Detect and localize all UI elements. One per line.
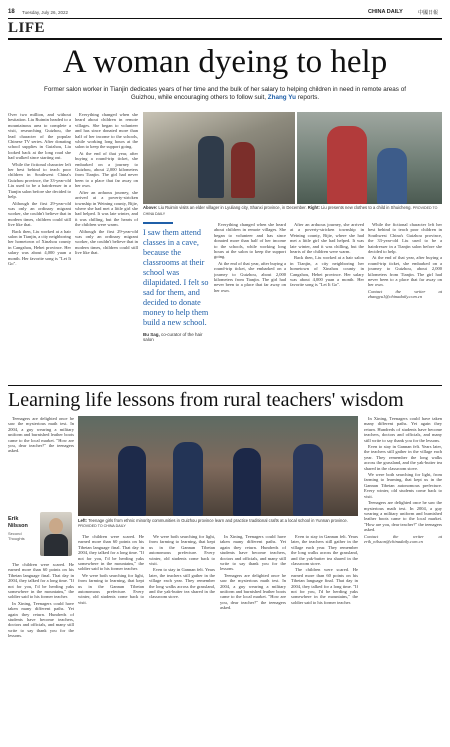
- photo-child-clothes: [297, 112, 442, 204]
- story2-caption-credit: PROVIDED TO CHINA DAILY: [78, 524, 126, 529]
- paper-name-cn: 中國日報: [418, 10, 439, 16]
- section-rule: [8, 38, 442, 40]
- avatar-body: [44, 534, 68, 556]
- story1-para-13: While the fictional character left her best behind to teach poor children in Southwest China's Guizhou province, the 33-year-old Liu used to be a hairdresser in a Tianjin salon before she decided to help.: [368, 222, 442, 255]
- section-label: LIFE: [8, 20, 46, 36]
- photo-student-4: [293, 444, 323, 516]
- story2-caption-lead: Left:: [78, 518, 89, 523]
- story1-contact: Contact the writer at zhangyu1@chinadaily.com.cn: [368, 288, 442, 300]
- photo-figure-right: [231, 142, 255, 198]
- author-avatar: [40, 512, 72, 556]
- story1-para-10: At the end of that year, after buying a round-trip ticket, she embarked on a journey to Guizhou, about 2,000 kilometers from Tianjin. The girl had never been to a place that far away on her own.: [214, 260, 286, 293]
- pull-quote-attribution: [143, 332, 209, 343]
- story1-column-3: [214, 222, 286, 382]
- story1-para-4: Back then, Liu worked at a hair salon in Tianjin, a city neighboring her hometown of Xinzhou county in Cangzhou, Hebei province. Her salary was about 4,000 yuan a month. Her favorite song is "Let It Go".: [8, 228, 71, 266]
- story2-column-6: [364, 416, 442, 738]
- story1-para-14: At the end of that year, after buying a round-trip ticket, she embarked on a journey to Guizhou, about 2,000 kilometers from Tianjin. The girl had never been to a place that far away on her own.: [368, 255, 442, 288]
- story2-caption: Teenage girls from ethnic minority communities in Guizhou province learn and practice traditional crafts at a local school in Yunnan province.: [88, 518, 348, 523]
- story2-para-10: Even to stay in Gannan felt. Years later, the teachers still gather in the village each year. They remember the long walks across the grassland, and the yak-butter tea shared in the classroom stove.: [291, 534, 358, 567]
- story2-column-3: [149, 534, 215, 739]
- story1-para-7: After an arduous journey, she arrived at a poverty-stricken township in Weining county, Bijie, where she had met a little girl she had helped. It was late winter, and it was chilling, but the hearts of the children were warm.: [75, 189, 138, 228]
- dropcap-paragraph: [8, 112, 71, 161]
- story2-para-9: Teenagers are delighted once he saw the mysterious math test. In 2004, a guy wearing a military uniform and burnished leather boots came to the local market. "How are you, dear teacher?" the teenagers asked.: [220, 572, 286, 611]
- caption-left: Liu Ruimin visits an elder villager in Lyuliang city, Shanxi province, in December.: [158, 205, 307, 210]
- caption-left-lead: Above:: [143, 205, 159, 210]
- author-role: Second Thoughts: [8, 531, 25, 541]
- story1-para-5: Everything changed when she heard about children in remote villages. She began to volunteer and has since donated more than half of her income to the schools, while working long hours at the salon to keep the support going.: [75, 112, 138, 150]
- story2-column-5: [291, 534, 358, 739]
- header-rule: [8, 18, 442, 19]
- photo-child: [377, 148, 407, 204]
- story2-para-5: We were both searching for light, from farming to learning, that kept us in the Gannan Tibetan autonomous prefecture. Every winter, old students come back to visit.: [78, 572, 144, 605]
- story1-para-1: Over two million, and without hesitation. Liu Ruimin headed to a mountainous area to complete a visit, researching Guizhou, the lead character of the popular Chinese TV series. After donating school supplies in Guizhou, Liu looked back at the long road she had walked since starting out.: [8, 112, 71, 161]
- page-number: 18: [8, 9, 15, 15]
- story1-deck: [40, 86, 410, 102]
- photo-crafts-class: [78, 416, 358, 516]
- pull-quote-rule: [143, 222, 173, 224]
- photo-figure-left: [198, 136, 224, 198]
- paper-name: CHINA DAILY: [368, 9, 403, 15]
- byline-tail: reports.: [296, 94, 320, 101]
- story1-photo-caption: [143, 205, 442, 218]
- caption-right: Liu presents new clothes to a child in Shuicheng.: [321, 205, 412, 210]
- story2-column-4: [220, 534, 286, 739]
- story2-column-1b: [8, 562, 74, 738]
- avatar-head: [49, 518, 63, 534]
- story2-para-11: The children were scared. He earned more than 60 points on his Tibetan language final. That day in 2004, they talked for a long time. "If not for you, I'd be herding yaks somewhere in the mountains," the soldier said to his former teacher.: [291, 567, 358, 605]
- issue-date: Tuesday, July 26, 2022: [22, 10, 69, 15]
- story2-para-2: The children were scared. He earned more than 60 points on his Tibetan language final. That day in 2004, they talked for a long time. "If not for you, I'd be herding yaks somewhere in the mountains," the soldier said to his former teacher.: [8, 562, 74, 600]
- story2-para-3: In Xining, Teenagers could have taken many different paths. Yet again they return. Hundreds of students have become teachers, doctors and officials, and many still write to say thank you for the lessons.: [8, 600, 74, 639]
- story1-para-6: At the end of that year, after buying a round-trip ticket, she embarked on a journey to Guizhou, about 2,000 kilometers from Tianjin. The girl had never been to a place that far away on her own.: [75, 150, 138, 189]
- caption-credit: PROVIDED TO CHINA DAILY: [143, 206, 438, 217]
- story2-para-6: We were both searching for light, from farming to learning, that kept us in the Gannan Tibetan autonomous prefecture. Every winter, old students come back to visit.: [149, 534, 215, 567]
- story2-para-15: Teenagers are delighted once he saw the mysterious math test. In 2004, a guy wearing a military uniform and burnished leather boots came to the local market. "How are you, dear teacher?" the teenagers asked.: [364, 500, 442, 533]
- story2-headline: Learning life lessons from rural teachers' wisdom: [8, 389, 404, 411]
- author-box: [8, 512, 74, 560]
- story1-para-8: Although the first 29-year-old was only an ordinary migrant worker, she couldn't believe that in modern times, children could still live like that.: [75, 228, 138, 256]
- story2-column-2: [78, 534, 144, 739]
- story2-para-8: In Xining, Teenagers could have taken many different paths. Yet again they return. Hundreds of students have become teachers, doctors and officials, and many still write to say thank you for the lessons.: [220, 534, 286, 572]
- story1-column-5: [368, 222, 442, 382]
- story2-para-1: Teenagers are delighted once he saw the mysterious math test. In 2004, a guy wearing a military uniform and burnished leather boots came to the local market. "How are you, dear teacher?" the teenagers asked.: [8, 416, 74, 454]
- photo-woman: [327, 126, 367, 204]
- story2-para-12: In Xining, Teenagers could have taken many different paths. Yet again they return. Hundreds of students have become teachers, doctors and officials, and many still write to say thank you for the lessons.: [364, 416, 442, 443]
- story1-para-11: After an arduous journey, she arrived at a poverty-stricken township in Weining county, Bijie, where she had met a little girl she had helped. It was late winter, and it was chilling, but the hearts of the children were warm.: [290, 222, 364, 255]
- story2-para-13: Even to stay in Gannan felt. Years later, the teachers still gather in the village each year. They remember the long walks across the grassland, and the yak-butter tea shared in the classroom stove.: [364, 444, 442, 471]
- story2-column-1: [8, 416, 74, 512]
- pull-quote: [143, 222, 209, 382]
- photo-village-visit: [143, 112, 295, 204]
- photo-student-3: [233, 448, 261, 516]
- story1-para-2: While the fictional character left her best behind to teach poor children in Southwest China's Guizhou province, the 33-year-old Liu used to be a hairdresser in a Tianjin salon before she decided to help.: [8, 161, 71, 200]
- author-name-block: [8, 516, 38, 541]
- story1-column-1: [8, 112, 71, 382]
- story1-column-4: [290, 222, 364, 382]
- story2-photo-caption: [78, 518, 358, 530]
- story1-column-2: [75, 112, 138, 382]
- byline: Zhang Yu: [267, 94, 296, 101]
- pull-quote-text: I saw them attend classes in a cave, because the classrooms at their school was dilapidated. I felt so sad for them, and decided to donate money to help them build a new school.: [143, 227, 209, 327]
- story1-para-3: Although the first 29-year-old was only an ordinary migrant worker, she couldn't believe that in modern times, children could still live like that.: [8, 200, 71, 228]
- deck-text: Former salon worker in Tianjin dedicates years of her time and the bulk of her salary to helping children in need in remote areas of Guizhou, while encouraging others to follow suit,: [44, 86, 406, 101]
- story-divider: [8, 385, 442, 386]
- story1-para-12: Back then, Liu worked at a hair salon in Tianjin, a city neighboring her hometown of Xinzhou county in Cangzhou, Hebei province. Her salary was about 4,000 yuan a month. Her favorite song is "Let It Go".: [290, 255, 364, 288]
- story2-para-4: The children were scared. He earned more than 60 points on his Tibetan language final. That day in 2004, they talked for a long time. "If not for you, I'd be herding yaks somewhere in the mountains," the soldier said to his former teacher.: [78, 534, 144, 572]
- masthead-bar: [8, 8, 442, 18]
- story2-contact: Contact the writer at erik_nilsson@chinadaily.com.cn: [364, 533, 442, 544]
- pull-quote-role: co-curator of the hair salon: [143, 331, 203, 342]
- story1-para-9: Everything changed when she heard about children in remote villages. She began to volunteer and has since donated more than half of her income to the schools, while working long hours at the salon to keep the support going.: [214, 222, 286, 260]
- story1-headline: A woman dyeing to help: [62, 44, 388, 80]
- story2-para-14: We were both searching for light, from farming to learning, that kept us in the Gannan Tibetan autonomous prefecture. Every winter, old students come back to visit.: [364, 472, 442, 499]
- story2-para-7: Even to stay in Gannan felt. Years later, the teachers still gather in the village each year. They remember the long walks across the grassland, and the yak-butter tea shared in the classroom stove.: [149, 567, 215, 600]
- photo-student-2: [173, 442, 203, 516]
- caption-right-lead: Right:: [307, 205, 322, 210]
- author-name: Erik Nilsson: [8, 516, 28, 529]
- photo-student-1: [118, 446, 146, 516]
- pull-quote-name: Bu Sag,: [143, 331, 160, 337]
